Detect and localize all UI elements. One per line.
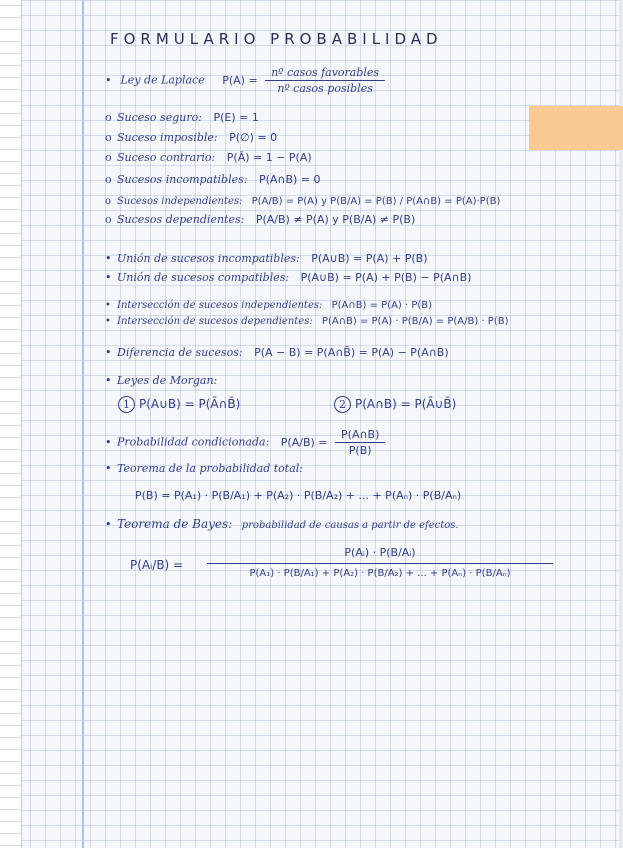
condicionada-fraction — [335, 428, 385, 457]
laplace-label: Ley de Laplace — [120, 73, 205, 87]
bullet: • — [105, 252, 112, 265]
item-label: Sucesos dependientes: — [117, 213, 245, 226]
bullet: o — [105, 196, 112, 207]
list-item — [105, 213, 415, 226]
list-item — [105, 346, 449, 359]
item-label: Probabilidad condicionada: — [117, 435, 270, 449]
denominator: P(B) — [348, 444, 372, 457]
item-formula: P(E) = 1 — [213, 111, 259, 124]
bayes-sublabel: probabilidad de causas a partir de efectos. — [241, 520, 459, 531]
item-formula: P(A∩B) = P(A) · P(B) — [331, 300, 433, 311]
page-title: FORMULARIO PROBABILIDAD — [110, 30, 443, 48]
formula-lhs: P(A/B) = — [280, 435, 328, 449]
list-item — [105, 300, 432, 311]
law-formula: P(A∪B) = P(Ā∩B̄) — [139, 397, 241, 411]
list-item — [105, 131, 277, 144]
bullet: o — [105, 111, 112, 124]
total-heading — [105, 462, 303, 475]
list-item — [105, 196, 500, 207]
item-formula: P(A/B) = P(A) y P(B/A) = P(B) / P(A∩B) = P(A)·P(B) — [251, 196, 501, 207]
bullet: o — [105, 131, 112, 144]
item-label: Intersección de sucesos dependientes: — [117, 316, 313, 327]
morgan-law-2 — [334, 396, 456, 413]
law-formula: P(A∩B) = P(Ā∪B̄) — [355, 397, 457, 411]
bullet: • — [105, 374, 112, 387]
bullet: • — [105, 271, 112, 284]
bullet: o — [105, 173, 112, 186]
item-label: Suceso contrario: — [117, 151, 216, 164]
laplace-denominator: nº casos posibles — [277, 82, 373, 95]
law-number: 2 — [334, 396, 351, 413]
sticky-note — [529, 106, 623, 150]
list-item — [105, 316, 509, 327]
numerator: P(A∩B) — [335, 428, 385, 443]
law-number: 1 — [118, 396, 135, 413]
item-formula: P(A/B) ≠ P(A) y P(B/A) ≠ P(B) — [255, 213, 416, 226]
bullet: • — [105, 518, 112, 531]
bullet: o — [105, 213, 112, 226]
item-label: Suceso imposible: — [117, 131, 218, 144]
bayes-fraction-bar — [207, 563, 553, 564]
item-label: Teorema de Bayes: — [117, 517, 233, 531]
item-label: Teorema de la probabilidad total: — [117, 462, 303, 475]
item-formula: P(∅) = 0 — [229, 131, 278, 144]
item-label: Sucesos independientes: — [117, 196, 243, 207]
spiral-binding — [0, 0, 22, 848]
condicionada-line — [105, 428, 385, 457]
bullet: • — [105, 435, 112, 449]
bullet: o — [105, 151, 112, 164]
list-item — [105, 151, 312, 164]
list-item — [105, 271, 471, 284]
bullet: • — [105, 316, 111, 327]
bayes-numerator: P(Aᵢ) · P(B/Aᵢ) — [344, 546, 416, 559]
item-label: Leyes de Morgan: — [117, 374, 218, 387]
margin-line — [82, 0, 84, 848]
laplace-numerator: nº casos favorables — [265, 66, 385, 81]
item-formula: P(A∩B) = P(A) · P(B/A) = P(A/B) · P(B) — [321, 316, 509, 327]
item-label: Sucesos incompatibles: — [117, 173, 248, 186]
item-formula: P(A∪B) = P(A) + P(B) — [311, 252, 428, 265]
list-item — [105, 252, 427, 265]
item-formula: P(A − B) = P(A∩B̄) = P(A) − P(A∩B) — [254, 346, 449, 359]
item-label: Diferencia de sucesos: — [117, 346, 243, 359]
bullet: • — [105, 346, 112, 359]
bullet: • — [105, 300, 111, 311]
list-item — [105, 111, 259, 124]
bayes-heading — [105, 517, 459, 531]
bayes-denominator: P(A₁) · P(B/A₁) + P(A₂) · P(B/A₂) + ... + P(Aₙ) · P(B/Aₙ) — [249, 568, 511, 579]
bullet: • — [105, 73, 112, 87]
laplace-line — [105, 66, 385, 95]
list-item — [105, 173, 321, 186]
laplace-fraction — [265, 66, 385, 95]
item-formula: P(A∪B) = P(A) + P(B) − P(A∩B) — [300, 271, 472, 284]
item-formula: P(A∩B) = 0 — [258, 173, 321, 186]
morgan-law-1 — [118, 396, 240, 413]
item-label: Suceso seguro: — [117, 111, 202, 124]
item-label: Unión de sucesos incompatibles: — [117, 252, 300, 265]
item-label: Unión de sucesos compatibles: — [117, 271, 290, 284]
item-formula: P(Ā) = 1 − P(A) — [226, 151, 312, 164]
bullet: • — [105, 462, 112, 475]
total-formula: P(B) = P(A₁) · P(B/A₁) + P(A₂) · P(B/A₂) + ... + P(Aₙ) · P(B/Aₙ) — [135, 489, 462, 502]
morgan-heading — [105, 374, 217, 387]
item-label: Intersección de sucesos independientes: — [117, 300, 323, 311]
laplace-lhs: P(A) = — [222, 73, 258, 87]
bayes-lhs: P(Aᵢ/B) = — [130, 558, 184, 572]
